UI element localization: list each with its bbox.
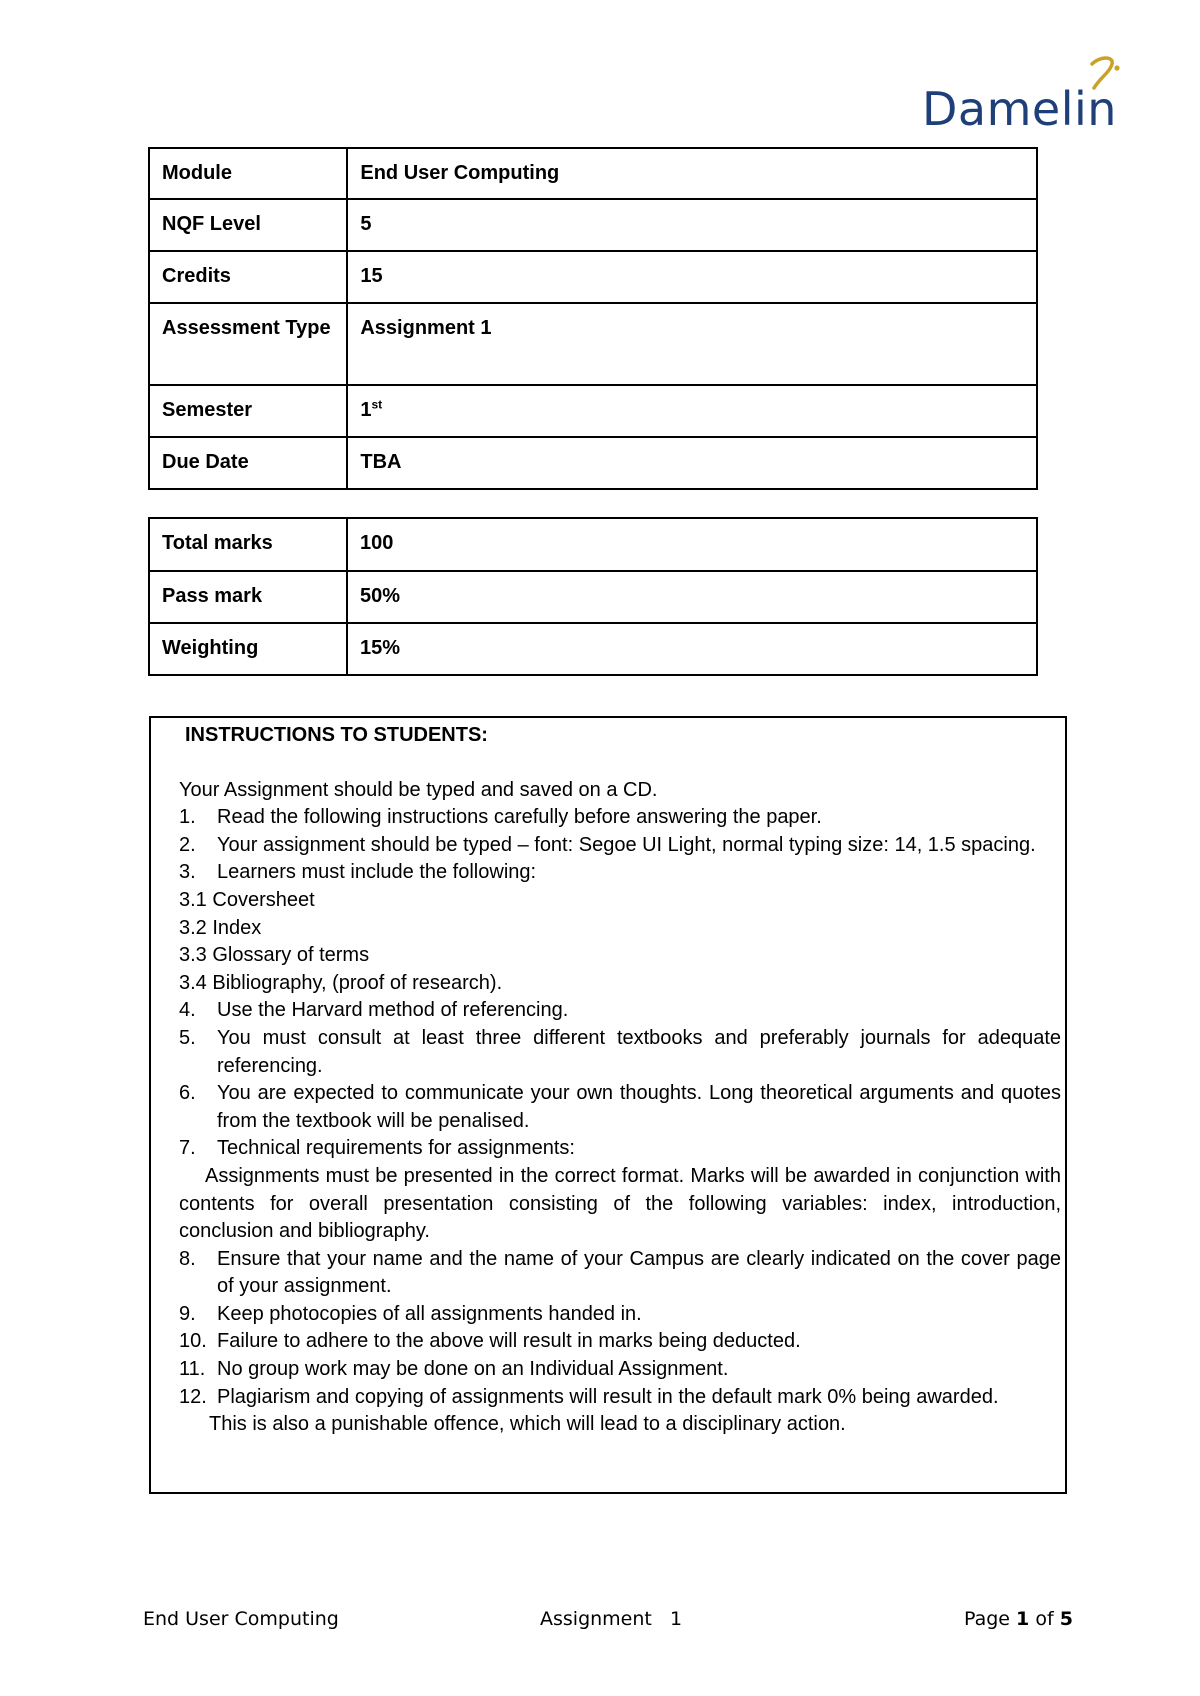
module-info-table [148, 147, 1038, 490]
logo-text: Damelin [922, 82, 1117, 136]
item-number: 1. [179, 806, 196, 829]
item-text: You must consult at least three different textbooks and preferably journals for adequate referencing. [217, 1026, 1061, 1077]
table-row [149, 251, 1037, 303]
semester-number: 1 [360, 399, 372, 421]
row-label: Module [149, 148, 347, 199]
damelin-logo [922, 52, 1162, 142]
item-text: Learners must include the following: [217, 861, 537, 884]
marks-info-table [148, 517, 1038, 676]
item-number: 5. [179, 1026, 196, 1049]
list-item [179, 1328, 1065, 1356]
item-number: 9. [179, 1302, 196, 1325]
item-number: 3.1 [179, 888, 207, 911]
list-item [179, 804, 1065, 832]
table-row [149, 571, 1037, 623]
footer-module-name: End User Computing [143, 1608, 339, 1630]
list-item [179, 997, 1065, 1025]
item-number: 3. [179, 861, 196, 884]
footer-assignment [540, 1608, 682, 1630]
row-value: Assignment 1 [347, 303, 1037, 385]
item-number: 3.4 [179, 971, 207, 994]
table-row [149, 518, 1037, 571]
instructions-title: INSTRUCTIONS TO STUDENTS: [185, 724, 488, 746]
footer-page-number [964, 1608, 1073, 1630]
row-label: Credits [149, 251, 347, 303]
row-label: Weighting [149, 623, 347, 675]
page-total: 5 [1059, 1608, 1073, 1630]
item-text: Your assignment should be typed – font: Segoe UI Light, normal typing size: 14, 1.5 spacing. [217, 833, 1036, 856]
list-subitem [179, 970, 1065, 998]
row-value: End User Computing [347, 148, 1037, 199]
list-item [179, 1025, 1065, 1080]
item-number: 7. [179, 1137, 196, 1160]
row-value: 15 [347, 251, 1037, 303]
page-of: of [1035, 1608, 1054, 1630]
list-item [179, 1384, 1065, 1412]
item-number: 3.3 [179, 944, 207, 967]
instructions-intro: Your Assignment should be typed and saved on a CD. [179, 778, 658, 801]
item-text: Failure to adhere to the above will result in marks being deducted. [217, 1330, 801, 1353]
item-text: You are expected to communicate your own thoughts. Long theoretical arguments and quotes from the textbook will be penalised. [217, 1082, 1061, 1132]
list-item [179, 832, 1065, 860]
row-value: TBA [347, 437, 1037, 489]
table-row [149, 199, 1037, 251]
item-text: Plagiarism and copying of assignments will result in the default mark 0% being awarded. [217, 1385, 999, 1408]
table-row [149, 437, 1037, 489]
list-item [179, 859, 1065, 887]
item-number: 4. [179, 999, 196, 1022]
item-text: Ensure that your name and the name of your Campus are clearly indicated on the cover page of your assignment. [217, 1247, 1061, 1298]
row-label: Assessment Type [149, 303, 347, 385]
item-text: Glossary of terms [212, 944, 370, 967]
item-number: 3.2 [179, 916, 207, 939]
row-label: NQF Level [149, 199, 347, 251]
item-text: Use the Harvard method of referencing. [217, 999, 569, 1022]
item-number: 11. [179, 1358, 206, 1381]
table-row [149, 385, 1037, 437]
table-row [149, 303, 1037, 385]
item-text: Technical requirements for assignments: [217, 1137, 575, 1160]
row-label: Semester [149, 385, 347, 437]
item-number: 10. [179, 1330, 207, 1353]
item-text: Bibliography, (proof of research). [212, 971, 503, 994]
footer-assignment-text: Assignment 1 [540, 1608, 683, 1630]
row-value: 50% [347, 571, 1037, 623]
instructions-box [149, 716, 1067, 1494]
item-number: 6. [179, 1082, 196, 1105]
list-item [179, 1135, 1065, 1163]
list-subitem [179, 915, 1065, 943]
row-label: Due Date [149, 437, 347, 489]
semester-ordinal: st [371, 397, 383, 412]
list-item [179, 1356, 1065, 1384]
table-row [149, 623, 1037, 675]
item-text: Index [212, 916, 262, 939]
list-item [179, 1080, 1065, 1135]
row-label: Pass mark [149, 571, 347, 623]
technical-requirements-paragraph: Assignments must be presented in the correct format. Marks will be awarded in conjunction with contents for overall presentation consisting of the following variables: index, introduction, conclusion and bibliography. [179, 1164, 1061, 1243]
row-value: 5 [347, 199, 1037, 251]
row-label: Total marks [149, 518, 347, 571]
list-subitem [179, 942, 1065, 970]
row-value: 100 [347, 518, 1037, 571]
list-item [179, 1301, 1065, 1329]
table-row [149, 148, 1037, 199]
page-current: 1 [1016, 1608, 1030, 1630]
list-subitem [179, 887, 1065, 915]
item-number: 8. [179, 1247, 196, 1270]
row-value [347, 385, 1037, 437]
item-text: Coversheet [212, 888, 315, 911]
closing-note: This is also a punishable offence, which will lead to a disciplinary action. [209, 1413, 846, 1436]
page-label: Page [964, 1608, 1010, 1630]
list-item [179, 1246, 1065, 1301]
item-text: Read the following instructions carefully before answering the paper. [217, 806, 822, 829]
item-number: 12. [179, 1385, 207, 1408]
item-number: 2. [179, 833, 196, 856]
item-text: Keep photocopies of all assignments handed in. [217, 1302, 642, 1325]
item-text: No group work may be done on an Individual Assignment. [217, 1358, 729, 1381]
row-value: 15% [347, 623, 1037, 675]
